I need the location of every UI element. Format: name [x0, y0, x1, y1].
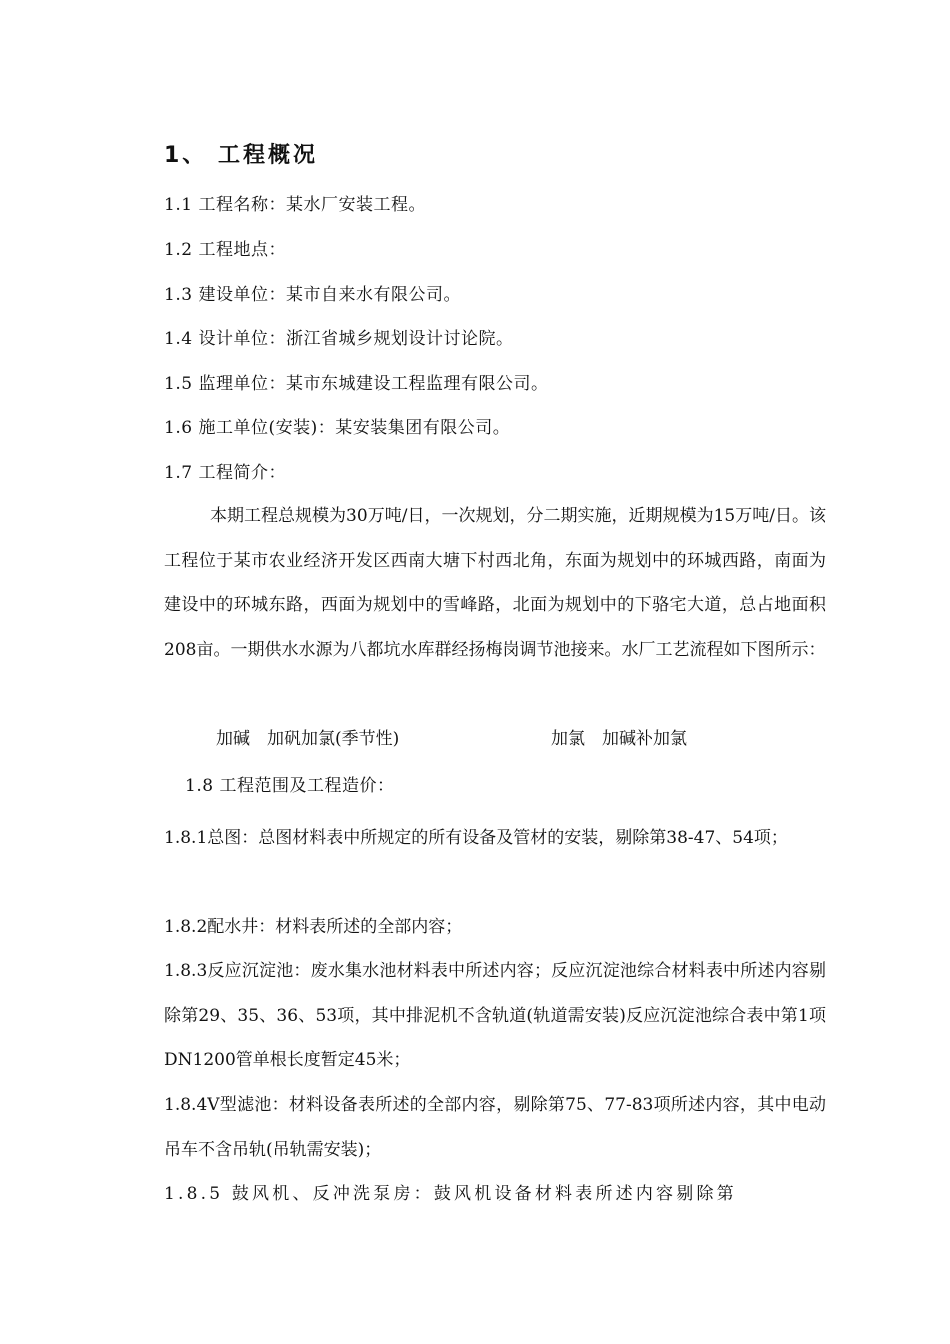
section-heading: 1、 工程概况 — [164, 143, 318, 168]
item-project-summary: 1.7 工程简介： — [164, 463, 286, 483]
scope-item-general-plan: 1.8.1总图：总图材料表中所规定的所有设备及管材的安装，剔除第38-47、54项； — [164, 828, 788, 848]
item-designer: 1.4 设计单位：浙江省城乡规划设计讨论院。 — [164, 329, 514, 349]
item-contractor: 1.6 施工单位(安装)：某安装集团有限公司。 — [164, 418, 511, 438]
item-project-name: 1.1 工程名称：某水厂安装工程。 — [164, 195, 426, 215]
scope-heading: 1.8 工程范围及工程造价： — [185, 776, 395, 796]
item-project-location: 1.2 工程地点： — [164, 240, 286, 260]
scope-item-blower-room: 1.8.5 鼓风机、反冲洗泵房：鼓风机设备材料表所述内容剔除第 — [164, 1184, 737, 1204]
scope-item-distribution-well: 1.8.2配水井：材料表所述的全部内容； — [164, 917, 463, 937]
scope-item-sedimentation-tank: 1.8.3反应沉淀池：废水集水池材料表中所述内容；反应沉淀池综合材料表中所述内容剔除第29、35、36、53项，其中排泥机不含轨道(轨道需安装)反应沉淀池综合表中第1项DN1200管单根长度暂定45米； — [164, 961, 826, 1070]
item-supervisor: 1.5 监理单位：某市东城建设工程监理有限公司。 — [164, 374, 549, 394]
process-flow-right-label: 加氯 加碱补加氯 — [551, 729, 687, 749]
scope-item-v-filter: 1.8.4V型滤池：材料设备表所述的全部内容，剔除第75、77-83项所述内容，其中电动吊车不含吊轨(吊轨需安装)； — [164, 1095, 826, 1160]
project-intro-paragraph: 本期工程总规模为30万吨/日，一次规划，分二期实施，近期规模为15万吨/日。该工程位于某市农业经济开发区西南大塘下村西北角，东面为规划中的环城西路，南面为建设中的环城东路，西面为规划中的雪峰路，北面为规划中的下骆宅大道，总占地面积208亩。一期供水水源为八都坑水库群经扬梅岗调节池接来。水厂工艺流程如下图所示： — [164, 506, 826, 660]
process-flow-left-label: 加碱 加矾加氯(季节性) — [216, 729, 400, 749]
item-owner: 1.3 建设单位：某市自来水有限公司。 — [164, 285, 461, 305]
